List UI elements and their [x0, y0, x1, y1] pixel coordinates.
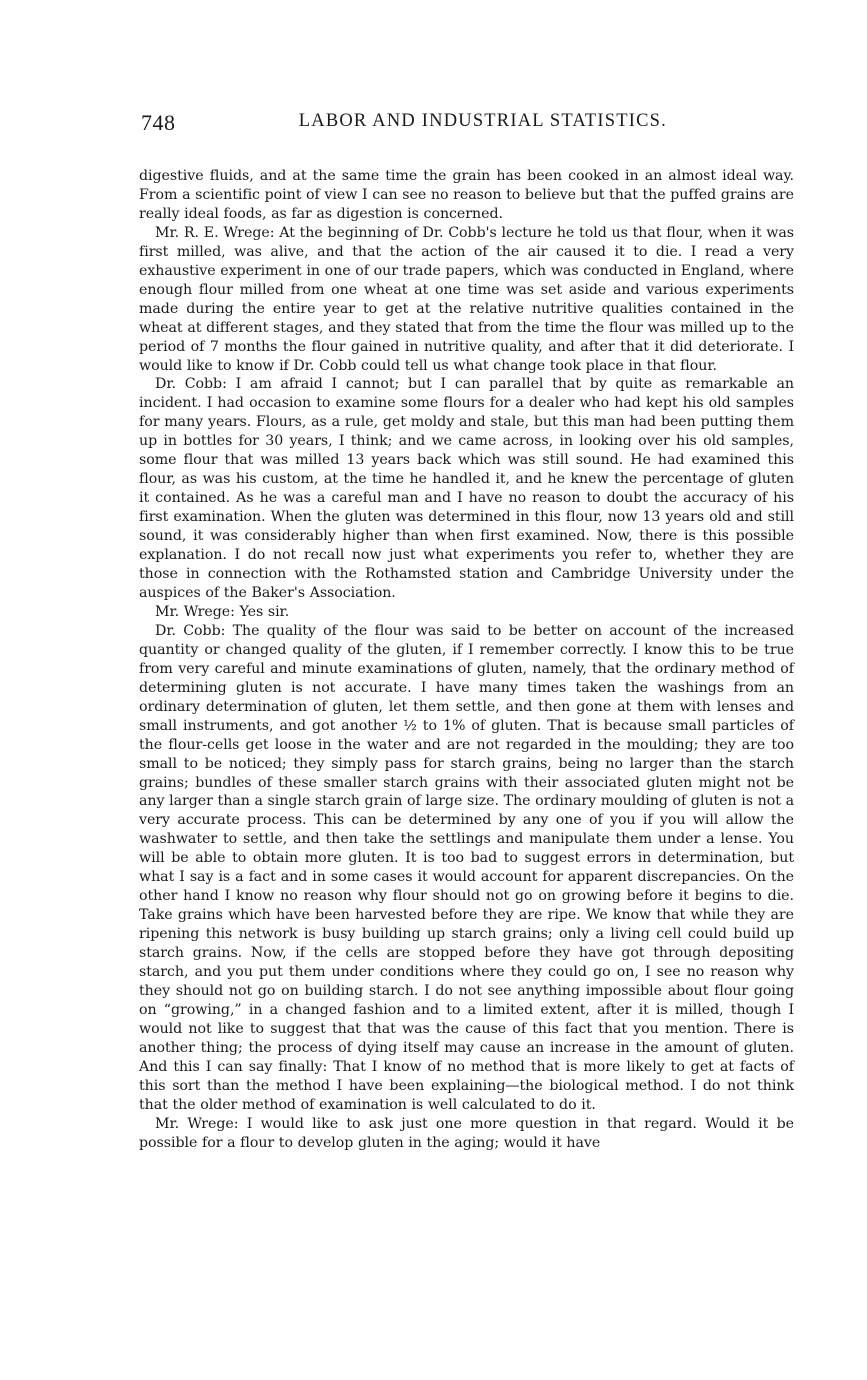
paragraph-continuation [139, 167, 794, 224]
paragraph-text: The quality of the flour was said to be better on account of the increased quantity or changed quality of the gluten, if I remember correctly. I know this to be true from very careful and minute examinations of gluten, namely, that the ordinary method of determining gluten is not accurate. I have many times taken the washings from an ordinary determination of gluten, let them settle, and then gone at them with lenses and small instruments, and got another ½ to 1% of gluten. That is because small particles of the flour-cells get loose in the water and are not regarded in the moulding; they are too small to be noticed; they simply pass for starch grains, being no larger than the starch grains; bundles of these smaller starch grains with their associated gluten might not be any larger than a single starch grain of large size. The ordinary moulding of gluten is not a very accurate process. This can be determined by any one of you if you will allow the washwater to settle, and then take the settlings and manipulate them under a lense. You will be able to obtain more gluten. It is too bad to suggest errors in determination, but what I say is a fact and in some cases it would account for apparent discrepancies. On the other hand I know no reason why flour should not go on growing before it begins to die. Take grains which have been harvested before they are ripe. We know that while they are ripening this network is busy building up starch grains; only a living cell could build up starch grains. Now, if the cells are stopped before they have got through depositing starch, and you put them under conditions where they could go on, I see no reason why they should not go on building starch. I do not see anything impossible about flour going on “growing,” in a changed fashion and to a limited extent, after it is milled, though I would not like to suggest that that was the cause of this fact that you mention. There is another thing; the process of dying itself may cause an increase in the amount of gluten. And this I can say finally: That I know of no method that is more likely to get at facts of this sort than the method I have been explaining—the biological method. I do not think that the older method of examination is well calculated to do it. [139, 622, 794, 1113]
paragraph-text: At the beginning of Dr. Cobb's lecture he told us that flour, when it was first milled, was alive, and that the action of the air caused it to die. I read a very exhaustive experiment in one of our trade papers, which was conducted in England, where enough flour milled from one wheat at one time was set aside and various experiments made during the entire year to get at the relative nutritive qualities contained in the wheat at different stages, and they stated that from the time the flour was milled up to the period of 7 months the flour gained in nutritive quality, and after that it did deteriorate. I would like to know if Dr. Cobb could tell us what change took place in that flour. [139, 224, 795, 374]
paragraph-cobb-answer [139, 375, 794, 602]
paragraph-text: digestive fluids, and at the same time the grain has been cooked in an almost ideal way. From a scientific point of view I can see no reason to believe but that the puffed grains are really ideal foods, as far as digestion is concerned. [139, 168, 794, 222]
speaker-label: Mr. Wrege: [155, 603, 235, 620]
speaker-label: Mr. Wrege: [155, 1115, 239, 1132]
speaker-label: Mr. R. E. Wrege: [155, 224, 275, 241]
page-header [141, 110, 667, 138]
paragraph-wrege-reply [139, 603, 794, 622]
paragraph-text: I am afraid I cannot; but I can parallel that by quite as remarkable an incident. I had occasion to examine some flours for a dealer who had kept his old samples for many years. Flours, as a rule, get moldy and stale, but this man had been putting them up in bottles for 30 years, I think; and we came across, in looking over his old samples, some flour that was milled 13 years back which was still sound. He had examined this flour, as was his custom, at the time he handled it, and he knew the percentage of gluten it contained. As he was a careful man and I have no reason to doubt the accuracy of his first examination. When the gluten was determined in this flour, now 13 years old and still sound, it was considerably higher than when first examined. Now, there is this possible explanation. I do not recall now just what experiments you refer to, whether they are those in connection with the Rothamsted station and Cambridge University under the auspices of the Baker's Association. [139, 376, 794, 601]
paragraph-text: I would like to ask just one more question in that regard. Would it be possible for a flour to develop gluten in the aging; would it have [139, 1115, 794, 1151]
page-number: 748 [141, 110, 176, 135]
speaker-label: Dr. Cobb: [155, 622, 226, 639]
speaker-label: Dr. Cobb: [155, 376, 227, 393]
paragraph-wrege-followup [139, 1115, 794, 1153]
body-text [139, 167, 794, 1153]
paragraph-wrege-question [139, 224, 794, 376]
running-head: LABOR AND INDUSTRIAL STATISTICS. [298, 111, 667, 131]
paragraph-text: Yes sir. [234, 603, 290, 620]
paragraph-cobb-explanation [139, 622, 794, 1115]
